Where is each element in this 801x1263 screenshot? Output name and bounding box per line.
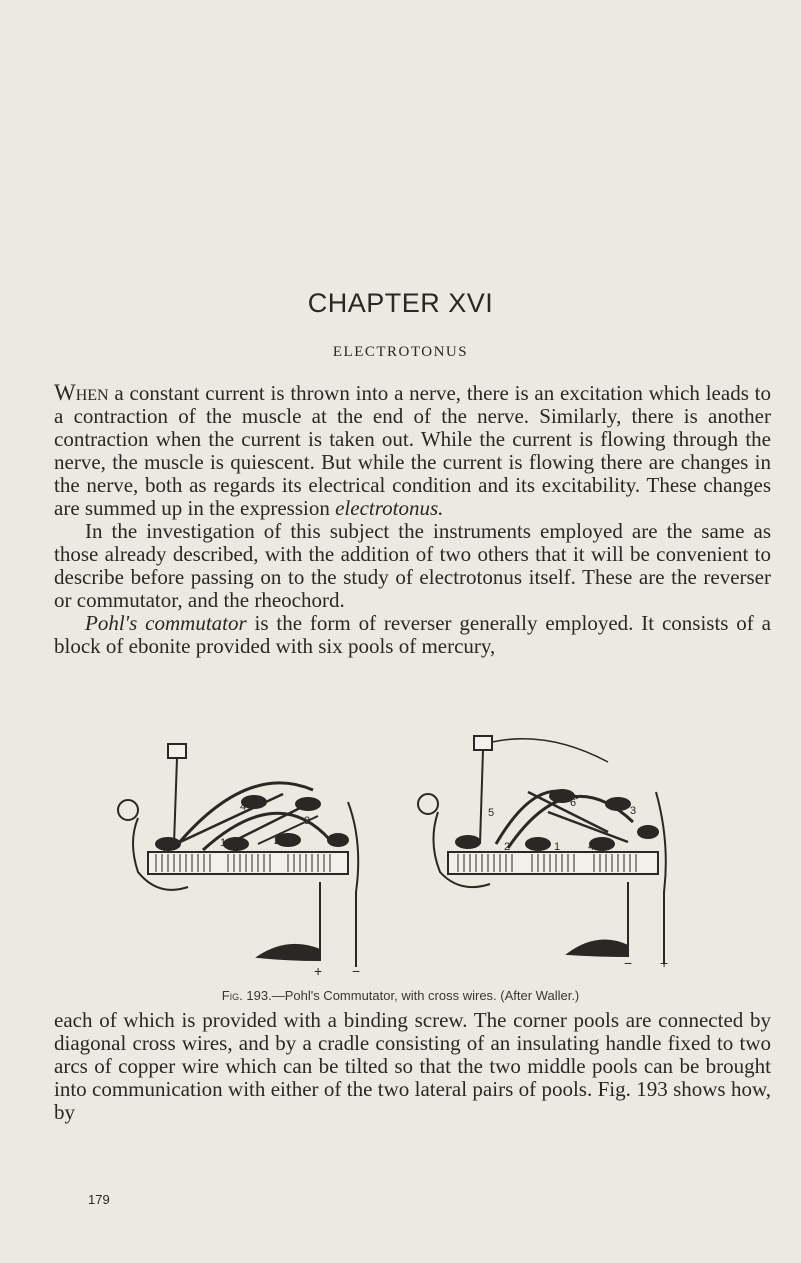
figure-caption xyxy=(0,988,801,1003)
left-pool-number-2: 3 xyxy=(304,815,311,827)
right-pool-number-2: 2 xyxy=(504,841,511,853)
left-pool-number-1: 4 xyxy=(240,801,247,813)
right-pool-number-3: 3 xyxy=(630,805,637,817)
page-number: 179 xyxy=(88,1192,110,1207)
paragraph-2: In the investigation of this subject the instruments employed are the same as those already described, with the addition of two others that it will be convenient to describe before passing on to the study of electrotonus itself. These are the reverser or commutator, and the rheochord. xyxy=(54,519,771,612)
right-pool-number-4: 4 xyxy=(588,841,595,853)
figure-pohls-commutator xyxy=(108,732,688,980)
chapter-title: CHAPTER XVI xyxy=(307,288,494,318)
right-pool-number-1: 1 xyxy=(554,841,561,853)
right-terminal-negative: − xyxy=(624,955,633,971)
term-pohls-commutator: Pohl's commutator xyxy=(85,611,247,635)
right-pool-number-6: 6 xyxy=(570,797,577,809)
paragraph-1-text: a constant current is thrown into a nerve, there is an excitation which leads to a contraction of the muscle at the end of the nerve. Similarly, there is another contraction when the current is taken out. While the current is flowing through the nerve, the muscle is quiescent. But while the current is flowing there are changes in the nerve, both as regards its electrical condition and its excitability. These changes are summed up in the expression xyxy=(54,381,771,520)
paragraph-3-text: is the form of reverser generally employed. It consists of a block of ebonite provided with six pools of mercury, xyxy=(54,611,771,658)
figure-label: Fig. 193. xyxy=(221,988,272,1003)
left-pool-number-3: 1 xyxy=(220,837,227,849)
paragraph-3 xyxy=(54,612,771,658)
paragraph-4: each of which is provided with a binding screw. The corner pools are connected by diagonal cross wires, and by a cradle consisting of an insulating handle fixed to two arcs of copper wire which can be tilted so that the two middle pools can be brought into communication with either of the two lateral pairs of pools. Fig. 193 shows how, by xyxy=(54,1008,771,1124)
section-title: ELECTROTONUS xyxy=(332,344,469,360)
lead-word: When xyxy=(54,380,109,405)
right-pool-number-5: 5 xyxy=(488,807,495,819)
commutator-illustration xyxy=(108,732,688,980)
term-electrotonus: electrotonus. xyxy=(335,496,444,520)
paragraph-1 xyxy=(54,381,771,520)
left-commutator xyxy=(118,744,358,967)
body-text-upper xyxy=(54,381,771,658)
left-terminal-positive: + xyxy=(314,963,323,979)
right-commutator xyxy=(418,736,666,964)
left-terminal-negative: − xyxy=(352,963,361,979)
left-pool-number-4: 2 xyxy=(274,835,281,847)
figure-caption-text: —Pohl's Commutator, with cross wires. (After Waller.) xyxy=(271,988,580,1003)
body-text-lower xyxy=(54,1009,771,1124)
right-terminal-positive: + xyxy=(660,955,669,971)
